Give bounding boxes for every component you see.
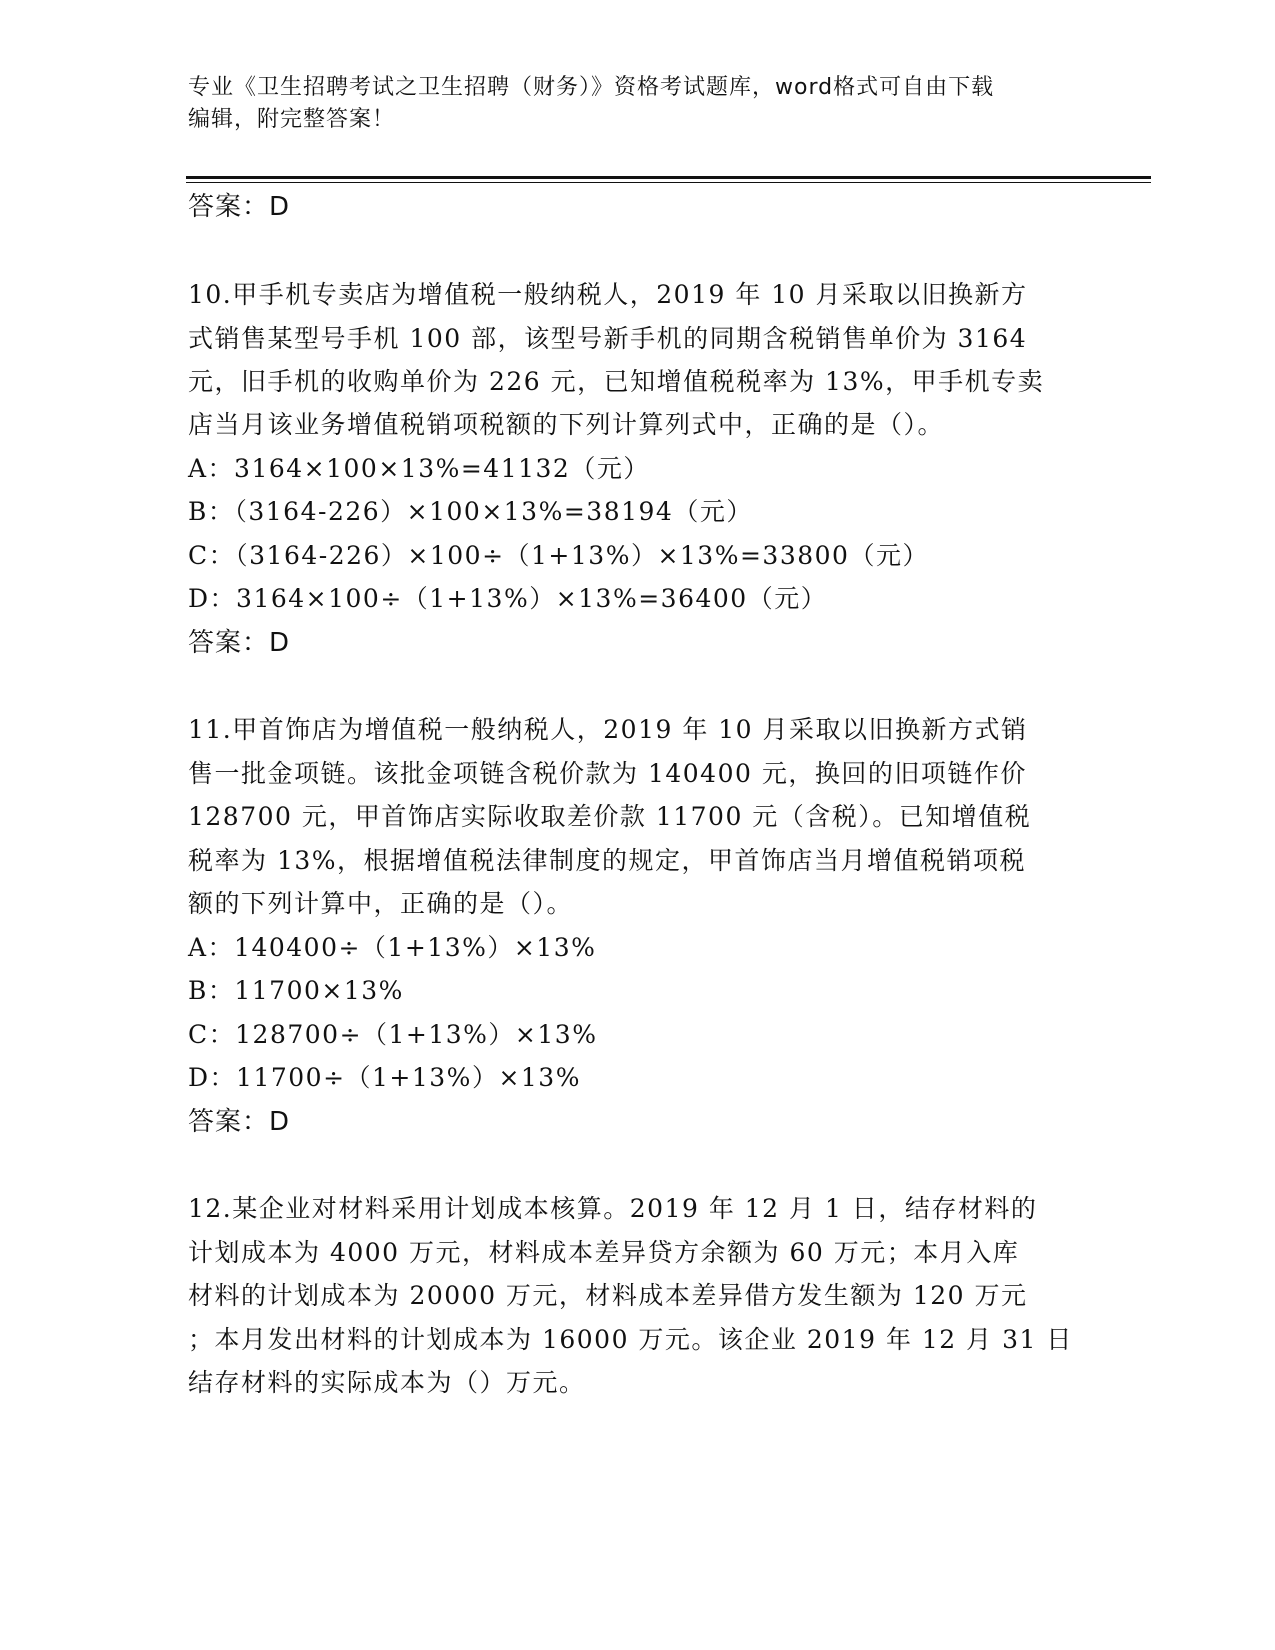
header-line-2: 编辑，附完整答案！ xyxy=(188,107,396,132)
q10-answer: 答案：D xyxy=(188,628,291,658)
q10-option-c: C：（3164-226）×100÷（1+13%）×13%=33800（元） xyxy=(188,541,929,570)
q11-option-d: D：11700÷（1+13%）×13% xyxy=(188,1063,581,1092)
q10-option-d: D：3164×100÷（1+13%）×13%=36400（元） xyxy=(188,584,828,613)
q10-option-a: A：3164×100×13%=41132（元） xyxy=(188,454,650,483)
page-header xyxy=(188,72,1088,136)
q11-text-line: 税率为 13%，根据增值税法律制度的规定，甲首饰店当月增值税销项税 xyxy=(188,846,1027,875)
header-divider-thick xyxy=(186,176,1151,179)
q10-text-line: 式销售某型号手机 100 部，该型号新手机的同期含税销售单价为 3164 xyxy=(188,324,1028,353)
q11-answer: 答案：D xyxy=(188,1107,291,1137)
header-divider-thin xyxy=(186,182,1151,183)
q12-text-line: 12.某企业对材料采用计划成本核算。2019 年 12 月 1 日，结存材料的 xyxy=(188,1194,1038,1223)
q11-text-line: 售一批金项链。该批金项链含税价款为 140400 元，换回的旧项链作价 xyxy=(188,759,1027,788)
q10-text-line: 店当月该业务增值税销项税额的下列计算列式中，正确的是（）。 xyxy=(188,410,945,439)
q11-text-line: 11.甲首饰店为增值税一般纳税人，2019 年 10 月采取以旧换新方式销 xyxy=(188,715,1028,744)
q10-text-line: 元，旧手机的收购单价为 226 元，已知增值税税率为 13%，甲手机专卖 xyxy=(188,367,1045,396)
q12-text-line: 材料的计划成本为 20000 万元，材料成本差异借方发生额为 120 万元 xyxy=(188,1281,1028,1310)
header-line-1: 专业《卫生招聘考试之卫生招聘（财务）》资格考试题库，word格式可自由下载 xyxy=(188,75,995,100)
q10-text-line: 10.甲手机专卖店为增值税一般纳税人，2019 年 10 月采取以旧换新方 xyxy=(188,280,1028,309)
q12-text-line: 计划成本为 4000 万元，材料成本差异贷方余额为 60 万元；本月入库 xyxy=(188,1238,1020,1267)
previous-answer: 答案：D xyxy=(188,192,291,222)
q12-text-line: ；本月发出材料的计划成本为 16000 万元。该企业 2019 年 12 月 31 日 xyxy=(188,1325,1073,1354)
q11-option-a: A：140400÷（1+13%）×13% xyxy=(188,933,597,962)
q11-option-c: C：128700÷（1+13%）×13% xyxy=(188,1020,598,1049)
q11-text-line: 额的下列计算中，正确的是（）。 xyxy=(188,889,574,918)
q11-option-b: B：11700×13% xyxy=(188,976,404,1005)
q11-text-line: 128700 元，甲首饰店实际收取差价款 11700 元（含税）。已知增值税 xyxy=(188,802,1032,831)
q10-option-b: B：（3164-226）×100×13%=38194（元） xyxy=(188,497,753,526)
q12-text-line: 结存材料的实际成本为（）万元。 xyxy=(188,1368,586,1397)
